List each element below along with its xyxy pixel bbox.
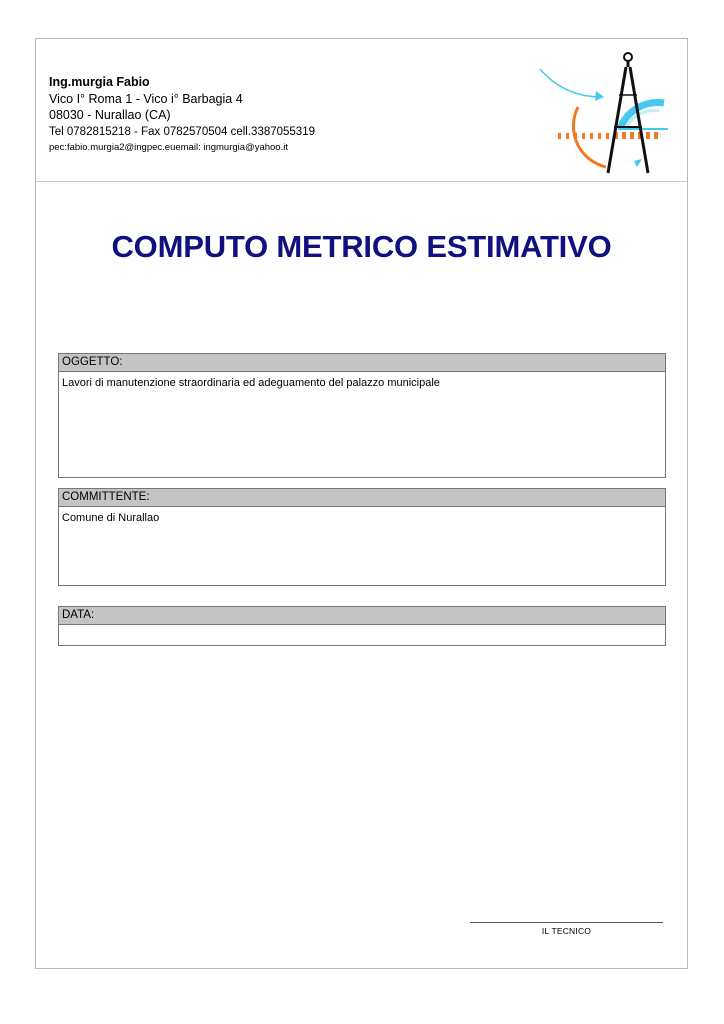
author-email: pec:fabio.murgia2@ingpec.euemail: ingmurgia@yahoo.it [49, 142, 288, 153]
signature-label: IL TECNICO [541, 926, 592, 936]
committente-value: Comune di Nurallao [62, 512, 160, 524]
document-title: COMPUTO METRICO ESTIMATIVO [111, 229, 612, 264]
header-divider [36, 181, 687, 182]
data-value [59, 625, 665, 633]
author-phone: Tel 0782815218 - Fax 0782570504 cell.3387055319 [49, 126, 315, 138]
oggetto-value: Lavori di manutenzione straordinaria ed adeguamento del palazzo municipale [62, 377, 440, 389]
oggetto-label: OGGETTO: [59, 354, 665, 372]
page-frame [35, 38, 688, 969]
author-name: Ing.murgia Fabio [49, 75, 150, 89]
author-city: 08030 - Nurallao (CA) [49, 108, 171, 122]
committente-section [58, 488, 666, 586]
signature-line [470, 922, 663, 923]
oggetto-section [58, 353, 666, 478]
data-section [58, 606, 666, 646]
author-address: Vico I° Roma 1 - Vico i° Barbagia 4 [49, 92, 243, 106]
author-block [49, 74, 315, 155]
compass-logo-icon [534, 47, 674, 177]
data-label: DATA: [59, 607, 665, 625]
committente-label: COMMITTENTE: [59, 489, 665, 507]
